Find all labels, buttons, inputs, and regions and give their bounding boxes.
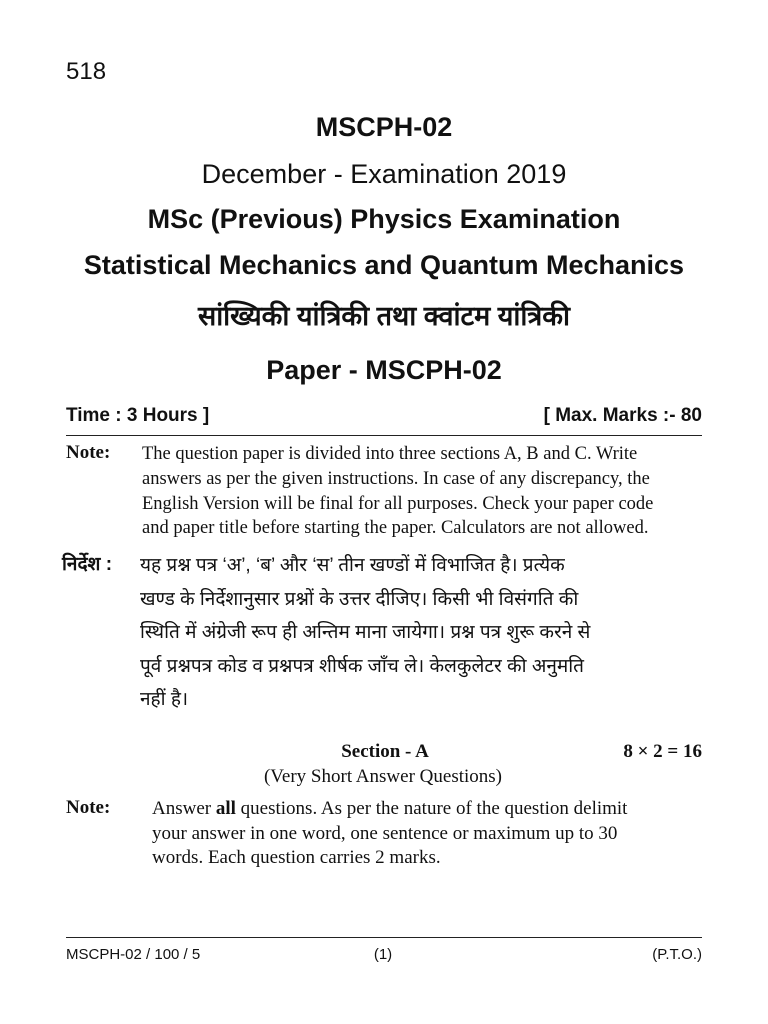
note-label: Note:	[66, 442, 111, 463]
section-a-note-text	[152, 797, 703, 871]
section-a-title: Section - A	[341, 741, 429, 762]
section-a-note-after: questions. As per the nature of the question delimit your answer in one word, one sentence or maximum up to 30 words. Each question carries 2 marks.	[152, 798, 628, 868]
program-title: MSc (Previous) Physics Examination	[147, 204, 621, 234]
footer-page-number: (1)	[373, 946, 393, 963]
footer-divider	[66, 937, 702, 938]
section-a-note-label: Note:	[66, 797, 111, 818]
header-divider	[66, 435, 702, 436]
paper-title: Paper - MSCPH-02	[266, 355, 502, 385]
subject-title: Statistical Mechanics and Quantum Mechanics	[83, 250, 685, 280]
section-a-marks: 8 × 2 = 16	[623, 741, 702, 762]
page-number: 518	[66, 58, 107, 85]
section-a-note-emphasis: all	[215, 798, 236, 819]
footer-paper-code: MSCPH-02 / 100 / 5	[66, 946, 201, 963]
note-hindi-label: निर्देश :	[62, 554, 113, 575]
exam-date: December - Examination 2019	[201, 159, 567, 189]
section-a-subtitle: (Very Short Answer Questions)	[263, 766, 502, 787]
time-allowed: Time : 3 Hours ]	[66, 405, 210, 426]
paper-code-title: MSCPH-02	[315, 112, 453, 142]
note-text: The question paper is divided into three sections A, B and C. Write answers as per the given instructions. In case of any discrepancy, the English Version will be final for all purposes. Check your paper code and paper title before starting the paper. Calculators are not allowed.	[142, 444, 654, 539]
footer-pto: (P.T.O.)	[652, 946, 702, 963]
max-marks: [ Max. Marks :- 80	[543, 405, 702, 426]
section-a-note-before: Answer	[152, 798, 216, 819]
note-hindi-text: यह प्रश्न पत्र ‘अ’, ‘ब’ और ‘स’ तीन खण्डों में विभाजित है। प्रत्येक खण्ड के निर्देशानुसार प्रश्नों के उत्तर दीजिए। किसी भी विसंगति की स्थिति में अंग्रेजी रूप ही अन्तिम माना जायेगा। प्रश्न पत्र शुरू करने से पूर्व प्रश्नपत्र कोड व प्रश्नपत्र शीर्षक जाँच ले। केलकुलेटर की अनुमति नहीं है।	[140, 555, 591, 710]
subject-title-hindi: सांख्यिकी यांत्रिकी तथा क्वांटम यांत्रिकी	[197, 301, 571, 331]
